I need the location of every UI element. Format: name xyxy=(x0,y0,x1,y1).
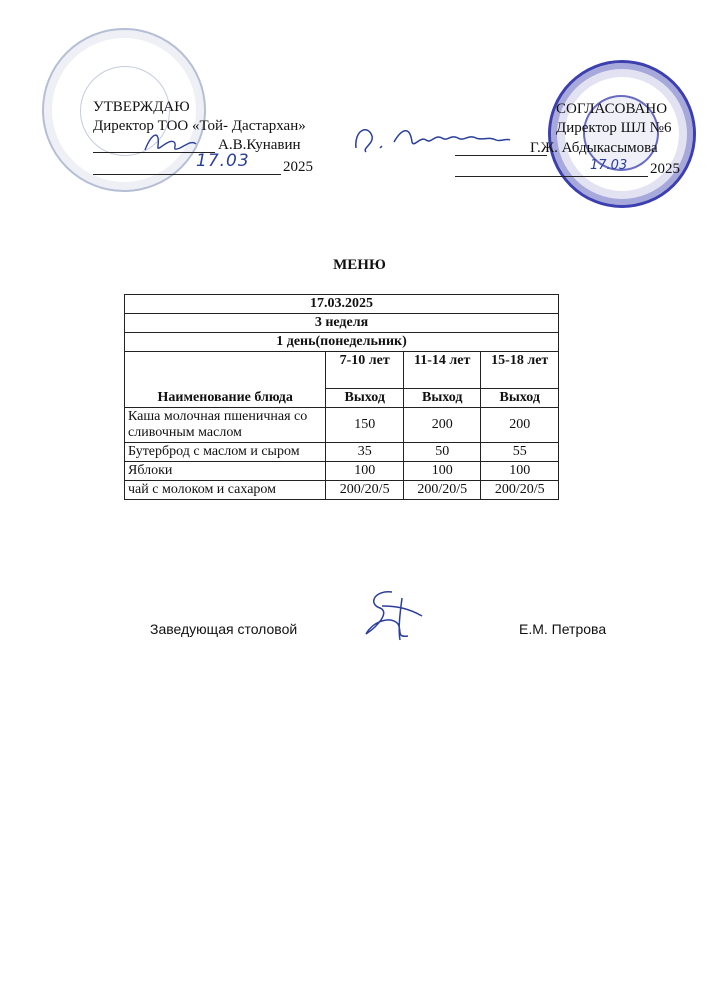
age-group-header: 15-18 лет xyxy=(481,352,559,389)
approval-left-date-line xyxy=(93,174,281,175)
approval-right-position: Директор ШЛ №6 xyxy=(556,120,672,136)
table-row xyxy=(125,481,559,500)
footer-signature xyxy=(352,586,432,644)
yield-value: 35 xyxy=(326,443,404,462)
table-row xyxy=(125,408,559,443)
yield-value: 200/20/5 xyxy=(326,481,404,500)
yield-header: Выход xyxy=(326,389,404,408)
yield-value: 100 xyxy=(326,462,404,481)
yield-header: Выход xyxy=(403,389,481,408)
approval-right-heading: СОГЛАСОВАНО xyxy=(556,101,668,117)
yield-value: 100 xyxy=(481,462,559,481)
dish-column-header-cell xyxy=(125,352,326,408)
age-group-header: 7-10 лет xyxy=(326,352,404,389)
menu-date: 17.03.2025 xyxy=(125,295,559,314)
approval-right-date-line xyxy=(455,176,648,177)
yield-value: 200 xyxy=(403,408,481,443)
approval-left-heading: УТВЕРЖДАЮ xyxy=(93,99,190,115)
approval-left-year: 2025 xyxy=(283,159,313,175)
document-title: МЕНЮ xyxy=(333,257,386,273)
approval-right-handwritten-date: 17.03 xyxy=(590,158,628,173)
approval-right-year: 2025 xyxy=(650,161,680,177)
yield-header: Выход xyxy=(481,389,559,408)
yield-value: 150 xyxy=(326,408,404,443)
table-row-age-groups xyxy=(125,352,559,389)
left-signature xyxy=(140,128,200,158)
approval-left-handwritten-date: 17.03 xyxy=(196,151,250,171)
approval-right-signer: Г.Ж. Абдыкасымова xyxy=(530,140,658,156)
dish-column-header: Наименование блюда xyxy=(157,390,293,405)
yield-value: 200/20/5 xyxy=(403,481,481,500)
dish-name: чай с молоком и сахаром xyxy=(125,481,326,500)
yield-value: 55 xyxy=(481,443,559,462)
dish-name: Бутерброд с маслом и сыром xyxy=(125,443,326,462)
table-row-week xyxy=(125,314,559,333)
menu-week: 3 неделя xyxy=(125,314,559,333)
table-row-date xyxy=(125,295,559,314)
menu-table xyxy=(124,294,559,500)
yield-value: 200 xyxy=(481,408,559,443)
middle-signature xyxy=(350,118,530,158)
approval-left-position: Директор ТОО «Той- Дастархан» xyxy=(93,118,306,134)
yield-value: 200/20/5 xyxy=(481,481,559,500)
table-row xyxy=(125,462,559,481)
table-row xyxy=(125,443,559,462)
table-row-day xyxy=(125,333,559,352)
footer-signer: Е.М. Петрова xyxy=(519,621,607,637)
yield-value: 100 xyxy=(403,462,481,481)
footer-role: Заведующая столовой xyxy=(150,621,298,637)
menu-day: 1 день(понедельник) xyxy=(125,333,559,352)
age-group-header: 11-14 лет xyxy=(403,352,481,389)
dish-name: Яблоки xyxy=(125,462,326,481)
yield-value: 50 xyxy=(403,443,481,462)
approval-left-signer: А.В.Кунавин xyxy=(218,137,301,153)
dish-name: Каша молочная пшеничная со сливочным маслом xyxy=(125,408,326,443)
